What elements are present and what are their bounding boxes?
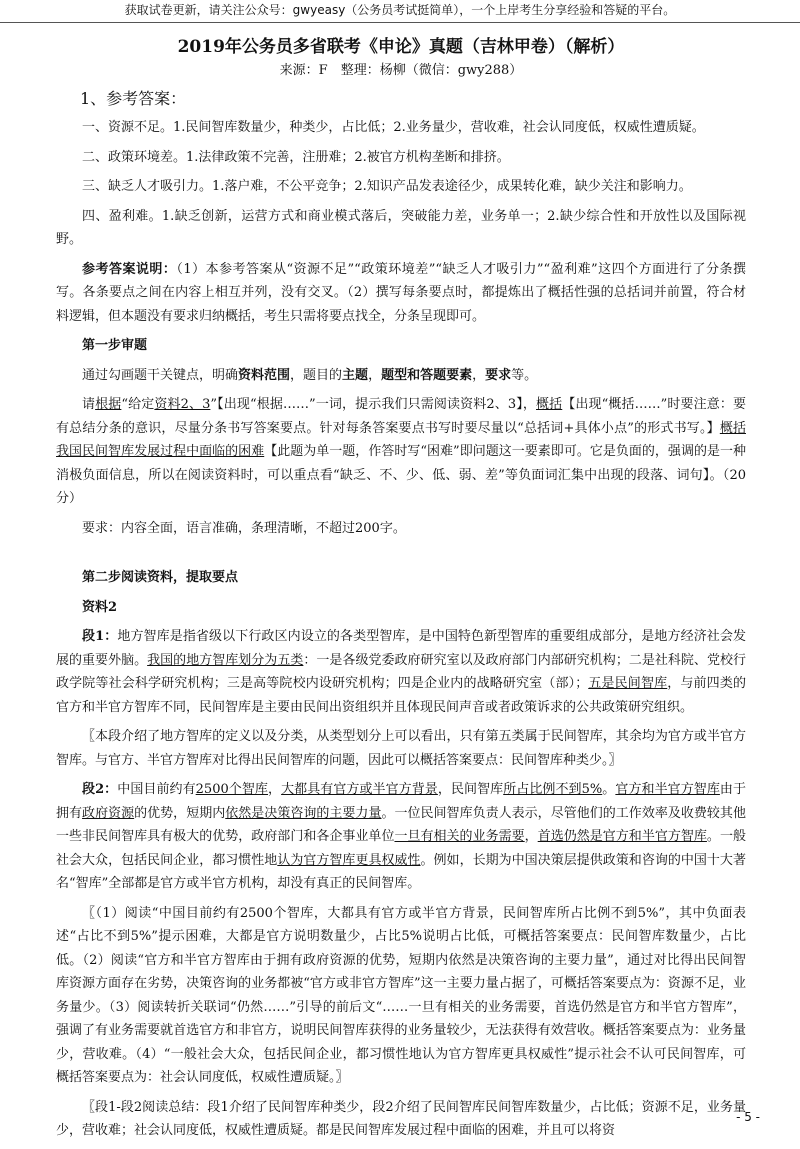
header-banner: 获取试卷更新，请关注公众号：gwyeasy（公务员考试挺简单），一个上岸考生分享经验和答疑的平台。 <box>0 0 800 23</box>
document-body <box>56 30 746 1149</box>
answer-item: 四、盈利难。1.缺乏创新，运营方式和商业模式落后，突破能力差，业务单一；2.缺少综合性和开放性以及国际视野。 <box>56 208 746 247</box>
answer-heading: 1、参考答案： <box>80 89 187 108</box>
step2-heading: 第二步阅读资料，提取要点 <box>82 570 239 585</box>
answer-note <box>56 258 746 329</box>
source-line: 来源：F 整理：杨柳（微信：gwy288） <box>279 63 523 78</box>
answer-note-text: （1）本参考答案从“资源不足”“政策环境差”“缺乏人才吸引力”“盈利难”这四个方面进行了分条撰写。各条要点之间在内容上相互并列，没有交叉。（2）撰写每条要点时，都提炼出了概括性强的总括词并前置，符合材料逻辑，但本题没有要求归纳概括，考生只需将要点找全，分条呈现即可。 <box>56 261 746 324</box>
paragraph-summary: 〖段1-段2阅读总结：段1介绍了民间智库种类少，段2介绍了民间智库民间智库数量少，占比低；资源不足，业务量少，营收难；社会认同度低，权威性遭质疑。都是民间智库发展过程中面临的困难，并且可以将资 <box>56 1099 746 1138</box>
step1-intro: 通过勾画题干关键点，明确资料范围，题目的主题，题型和答题要素，要求等。 <box>82 367 538 383</box>
spacer <box>56 546 746 566</box>
answer-item: 三、缺乏人才吸引力。1.落户难，不公平竞争；2.知识产品发表途径少，成果转化难，缺少关注和影响力。 <box>82 179 692 194</box>
material-paragraph-2: 段2：中国目前约有2500个智库，大都具有官方或半官方背景，民间智库所占比例不到5%。官方和半官方智库由于拥有政府资源的优势，短期内依然是决策咨询的主要力量。一位民间智库负责人表示，尽管他们的工作效率及收费较其他一些非民间智库具有极大的优势，政府部门和各企事业单位一旦有相关的业务需要，首选仍然是官方和半官方智库。一般社会大众，包括民间企业，都习惯性地认为官方智库更具权威性。例如，长期为中国决策层提供政策和咨询的中国十大著名“智库”全部都是官方或半官方机构，却没有真正的民间智库。 <box>56 782 746 891</box>
material-label: 资料2 <box>82 599 118 615</box>
answer-note-label: 参考答案说明： <box>82 261 177 277</box>
page-number: - 5 - <box>736 1110 760 1124</box>
question-requirement: 要求：内容全面，语言准确，条理清晰，不超过200字。 <box>82 520 406 536</box>
answer-item: 二、政策环境差。1.法律政策不完善，注册难；2.被官方机构垄断和排挤。 <box>82 149 510 165</box>
page-title: 2019年公务员多省联考《申论》真题（吉林甲卷）（解析） <box>177 37 625 57</box>
question-analysis: 请根据“给定资料2、3”【出现“根据……”一词，提示我们只需阅读资料2、3】，概括【出现“概括……”时要注意：要有总结分条的意识，尽量分条书写答案要点。针对每条答案要点书写时要尽量以“总括词+具体小点”的形式书写。】概括我国民间智库发展过程中面临的困难【此题为单一题，作答时写“困难”即问题这一要素即可。它是负面的，强调的是一种消极负面信息，所以在阅读资料时，可以重点看“缺乏、不、少、低、弱、差”等负面词汇集中出现的段落、词句】。（20分） <box>56 397 746 506</box>
step1-heading: 第一步审题 <box>82 338 148 353</box>
answer-item: 一、资源不足。1.民间智库数量少，种类少，占比低；2.业务量少，营收难，社会认同度低，权威性遭质疑。 <box>82 120 705 135</box>
material-paragraph-1: 段1：地方智库是指省级以下行政区内设立的各类型智库，是中国特色新型智库的重要组成部分，是地方经济社会发展的重要外脑。我国的地方智库划分为五类：一是各级党委政府研究室以及政府部门内部研究机构；二是社科院、党校行政学院等社会科学研究机构；三是高等院校内设研究机构；四是企业内的战略研究室（部）；五是民间智库，与前四类的官方和半官方智库不同，民间智库是主要由民间出资组织并且体现民间声音或者政策诉求的公共政策研究组织。 <box>56 629 746 715</box>
paragraph-1-note: 〖本段介绍了地方智库的定义以及分类，从类型划分上可以看出，只有第五类属于民间智库，其余均为官方或半官方智库。与官方、半官方智库对比得出民间智库的问题，因此可以概括答案要点：民间智库种类少。〗 <box>56 729 746 768</box>
paragraph-2-note: 〖（1）阅读“中国目前约有2500个智库，大都具有官方或半官方背景，民间智库所占比例不到5%”，其中负面表述“占比不到5%”提示困难，大都是官方说明数量少，占比5%说明占比低，可概括答案要点：民间智库数量少，占比低。（2）阅读“官方和半官方智库由于拥有政府资源的优势，短期内依然是决策咨询的主要力量”，通过对比得出民间智库资源方面存在劣势，决策咨询的业务都被“官方或非官方智库”这一主要力量占据了，可概括答案要点为：资源不足，业务量少。（3）阅读转折关联词“仍然……”引导的前后文“……一旦有相关的业务需要，首选仍然是官方和半官方智库”，强调了有业务需要就首选官方和非官方，说明民间智库获得的业务量较少，无法获得有效营收。概括答案要点为：业务量少，营收难。（4）“一般社会大众，包括民间企业，都习惯性地认为官方智库更具权威性”提示社会不认可民间智库，可概括答案要点为：社会认同度低，权威性遭质疑。〗 <box>56 905 746 1085</box>
